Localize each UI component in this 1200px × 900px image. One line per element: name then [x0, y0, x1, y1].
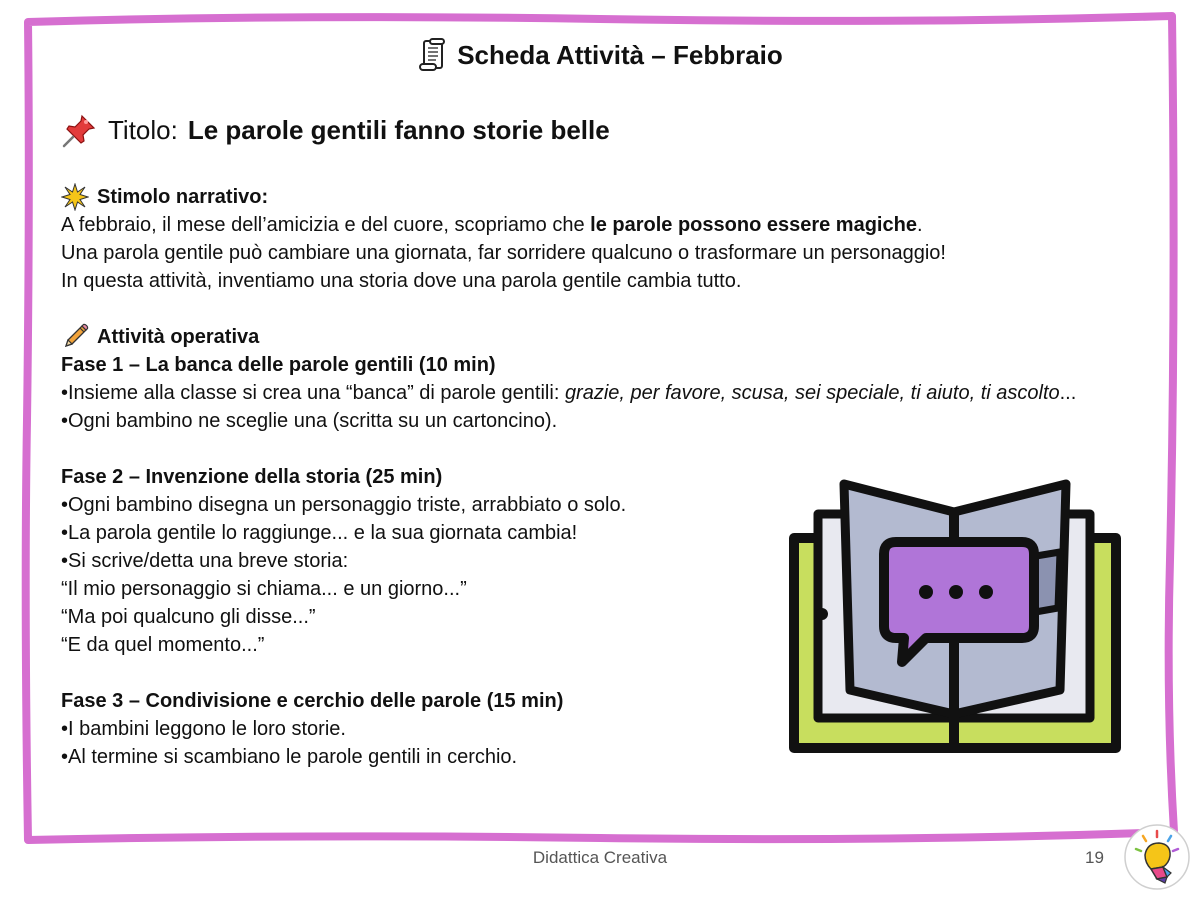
fase1-bullet-1 — [61, 379, 1121, 407]
sheet-title — [0, 38, 1200, 72]
page-number: 19 — [1085, 848, 1104, 867]
title-label: Titolo: — [108, 114, 178, 145]
fase2-bullet-2: •La parola gentile lo raggiunge... e la sua giornata cambia! — [61, 522, 578, 544]
fase1-title: Fase 1 – La banca delle parole gentili (10 min) — [61, 354, 496, 376]
footer-brand: Didattica Creativa — [532, 848, 668, 867]
stimolo-heading-text: Stimolo narrativo: — [97, 186, 269, 208]
stimolo-line-1-bold: le parole possono essere magiche — [590, 214, 917, 236]
fase1-bullet-2: •Ogni bambino ne sceglie una (scritta su un cartoncino). — [61, 410, 558, 432]
fase3-title: Fase 3 – Condivisione e cerchio delle parole (15 min) — [61, 690, 564, 712]
stimolo-line-1 — [61, 211, 1141, 239]
fase1-bullet-1-words: grazie, per favore, scusa, sei speciale, ti aiuto, ti ascolto — [564, 382, 1060, 404]
stimolo-line-1-end: . — [916, 214, 923, 236]
lightbulb-logo-icon — [1123, 823, 1191, 891]
fase2-quote-1: “Il mio personaggio si chiama... e un giorno...” — [61, 578, 467, 600]
fase2-bullet-3: •Si scrive/detta una breve storia: — [61, 550, 349, 572]
attivita-heading-text: Attività operativa — [97, 326, 260, 348]
fase1-bullet-1-end: ... — [1059, 382, 1077, 404]
open-book-chat-icon — [788, 478, 1124, 754]
attivita-heading — [61, 323, 1141, 351]
pushpin-icon — [62, 112, 98, 148]
spacer — [61, 435, 1141, 463]
spacer — [61, 295, 1141, 323]
stimolo-line-1-text: A febbraio, il mese dell’amicizia e del cuore, scopriamo che — [61, 214, 591, 236]
pencil-icon — [61, 323, 89, 351]
fase2-title: Fase 2 – Invenzione della storia (25 min) — [61, 466, 443, 488]
scroll-icon — [417, 38, 447, 72]
title-value: Le parole gentili fanno storie belle — [187, 114, 610, 145]
fase2-bullet-1: •Ogni bambino disegna un personaggio triste, arrabbiato o solo. — [61, 494, 627, 516]
fase1-bullet-1-text: •Insieme alla classe si crea una “banca” di parole gentili: — [61, 382, 565, 404]
stimolo-line-2: Una parola gentile può cambiare una giornata, far sorridere qualcuno o trasformare un personaggio! — [61, 242, 946, 264]
activity-title — [62, 112, 610, 148]
fase3-bullet-1: •I bambini leggono le loro storie. — [61, 718, 346, 740]
fase2-quote-3: “E da quel momento...” — [61, 634, 265, 656]
fase2-quote-2: “Ma poi qualcuno gli disse...” — [61, 606, 316, 628]
stimolo-heading — [61, 183, 1141, 211]
stimolo-line-3: In questa attività, inventiamo una storia dove una parola gentile cambia tutto. — [61, 270, 742, 292]
sparkle-icon — [61, 183, 89, 211]
fase3-bullet-2: •Al termine si scambiano le parole gentili in cerchio. — [61, 746, 518, 768]
sheet-title-text: Scheda Attività – Febbraio — [457, 39, 783, 70]
